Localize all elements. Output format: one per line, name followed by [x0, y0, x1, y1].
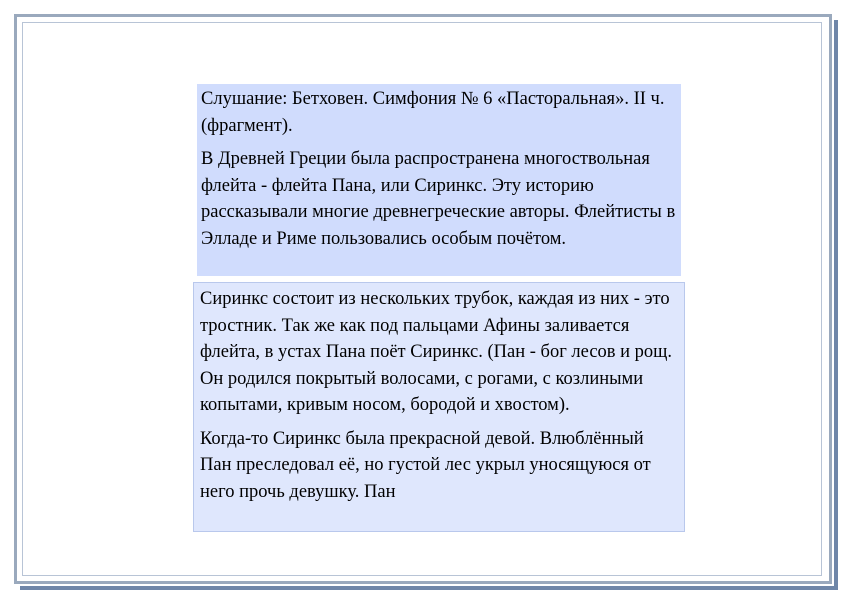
text-box-intro: [197, 84, 681, 276]
syrinx-description-paragraph: Сиринкс состоит из нескольких трубок, каждая из них - это тростник. Так же как под пальцами Афины заливается флейта, в устах Пана поёт Сиринкс. (Пан - бог лесов и рощ. Он родился покрытый волосами, с рогами, с козлиными копытами, кривым носом, бородой и хвостом).: [200, 289, 673, 415]
syrinx-legend-paragraph: Когда-то Сиринкс была прекрасной девой. Влюблённый Пан преследовал её, но густой лес укрыл уносящуюся от него прочь девушку. Пан: [200, 428, 651, 502]
lesson-heading: Слушание: Бетховен. Симфония № 6 «Пасторальная». II ч. (фрагмент).: [201, 89, 665, 136]
intro-paragraph: В Древней Греции была распространена многоствольная флейта - флейта Пана, или Сиринкс. Эту историю рассказывали многие древнегреческие авторы. Флейтисты в Элладе и Риме пользовались особым почётом.: [201, 149, 676, 249]
text-box-syrinx[interactable]: [193, 282, 685, 532]
